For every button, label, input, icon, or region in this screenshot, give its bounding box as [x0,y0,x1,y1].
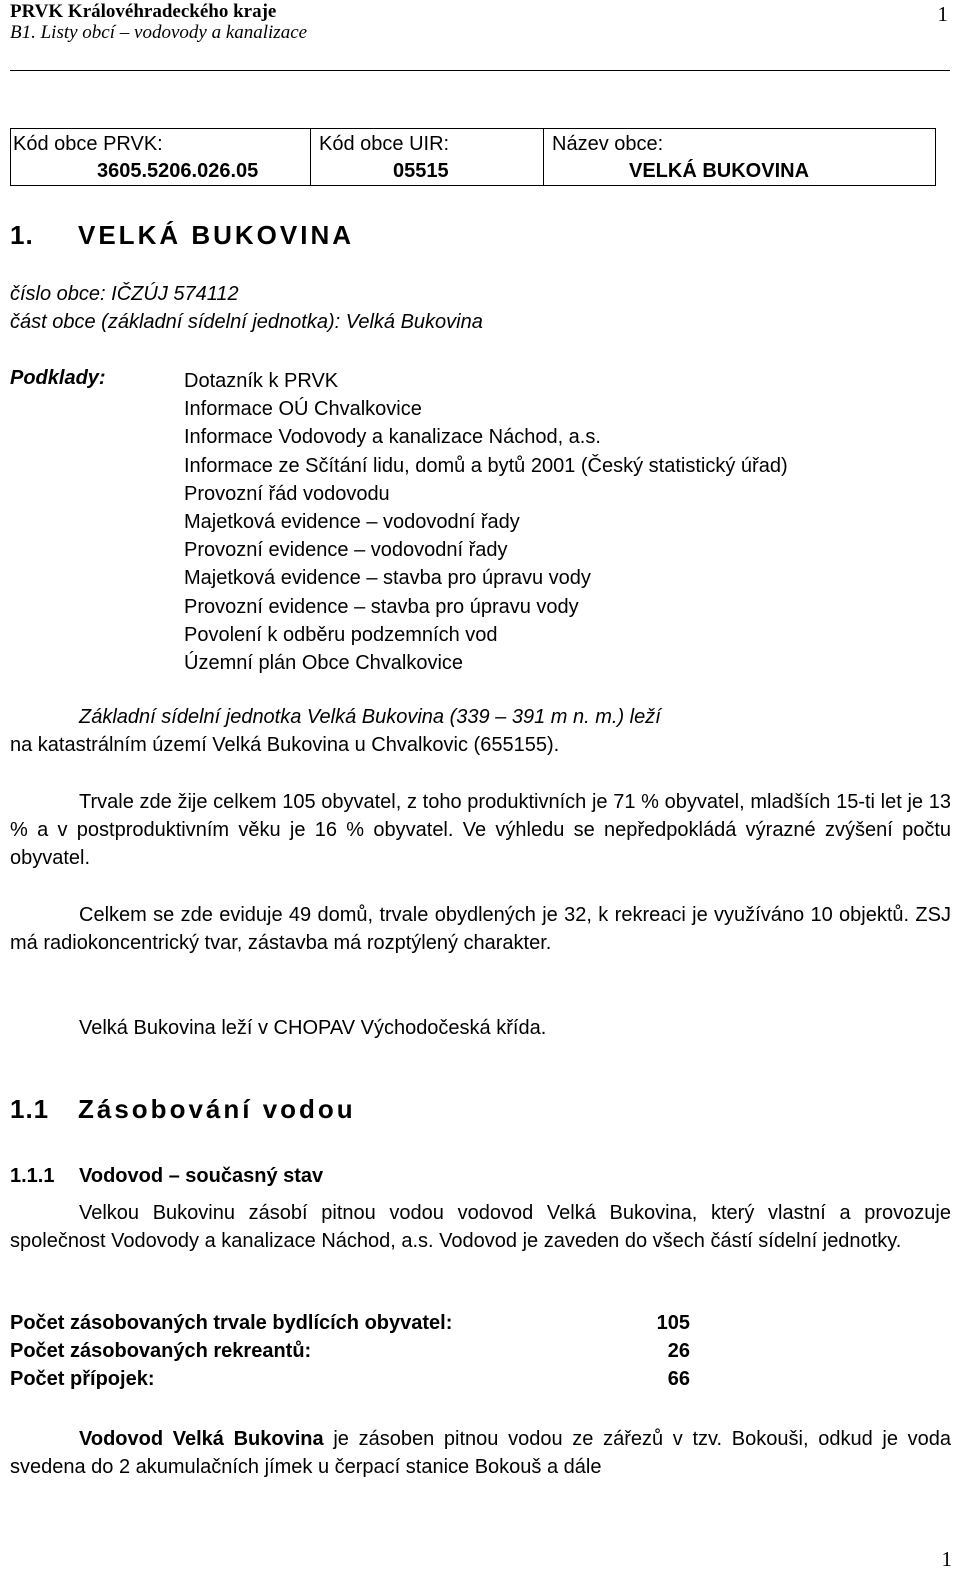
zsj-paragraph [10,703,951,731]
section-1-1-1-number: 1.1.1 [10,1165,55,1187]
municipality-number-label: číslo obce: [10,283,112,305]
municipality-number-line [10,283,239,306]
header-divider [10,70,950,71]
source-item: Majetková evidence – stavba pro úpravu vody [184,567,591,590]
section-1-heading [10,220,354,251]
municipality-part-value: Velká Bukovina [345,311,483,333]
section-1-1-number: 1.1 [10,1094,50,1124]
source-item: Provozní evidence – stavba pro úpravu vody [184,595,579,618]
municipality-name-value: VELKÁ BUKOVINA [629,160,810,182]
chopav-paragraph-text: Velká Bukovina leží v CHOPAV Východočeská křída. [79,1017,547,1039]
document-header-subtitle: B1. Listy obcí – vodovody a kanalizace [10,22,308,43]
source-item: Dotazník k PRVK [184,370,339,392]
stat-label: Počet přípojek: [10,1368,155,1390]
stat-value: 26 [667,1340,690,1362]
population-paragraph [10,788,951,873]
stat-value: 66 [667,1368,690,1390]
municipality-part-line [10,311,483,334]
section-1-title: VELKÁ BUKOVINA [78,220,355,250]
prvk-code-value: 3605.5206.026.05 [97,160,259,182]
stat-row-residents [10,1312,690,1335]
source-item: Povolení k odběru podzemních vod [184,623,498,646]
zsj-paragraph-continuation: na katastrálním území Velká Bukovina u Chvalkovic (655155). [10,734,560,756]
stat-label: Počet zásobovaných trvale bydlících obyvatel: [10,1312,453,1334]
population-paragraph-text: Trvale zde žije celkem 105 obyvatel, z toho produktivních je 71 % obyvatel, mladších 15-ti let je 13 % a v postproduktivním věku je 16 % obyvatel. Ve výhledu se nepředpokládá výrazné zvýšení počtu obyvatel. [10,791,951,870]
source-item: Informace Vodovody a kanalizace Náchod, a.s. [184,426,601,449]
sources-label: Podklady: [10,367,106,389]
source-item: Provozní řád vodovodu [184,482,390,505]
uir-code-cell [311,129,544,185]
page-number-bottom: 1 [941,1547,952,1571]
source-item: Provozní evidence – vodovodní řady [184,539,508,562]
water-supply-paragraph [10,1199,951,1255]
water-supply-paragraph-text: Velkou Bukovinu zásobí pitnou vodou vodovod Velká Bukovina, který vlastní a provozuje společnost Vodovody a kanalizace Náchod, a.s. Vodovod je zaveden do všech částí sídelní jednotky. [10,1202,951,1253]
source-item: Informace ze Sčítání lidu, domů a bytů 2001 (Český statistický úřad) [184,454,788,477]
section-1-number: 1. [10,220,34,250]
stat-row-connections [10,1368,690,1391]
uir-code-value: 05515 [393,160,449,182]
document-header-title: PRVK Královéhradeckého kraje [10,1,277,22]
uir-code-label: Kód obce UIR: [319,133,450,155]
sources-list [184,367,788,677]
houses-paragraph [10,901,951,957]
section-1-1-1-heading [10,1165,323,1188]
section-1-1-heading [10,1094,356,1125]
municipality-code-box [10,128,936,186]
municipality-part-label: část obce (základní sídelní jednotka): [10,311,346,333]
source-item: Informace OÚ Chvalkovice [184,398,422,421]
source-item: Územní plán Obce Chvalkovice [184,652,464,675]
water-source-text: je zásoben pitnou vodou ze zářezů v tzv. Bokouši, odkud je voda svedena do 2 akumulačních jímek u čerpací stanice Bokouš a dále [10,1428,952,1479]
section-1-1-title: Zásobování vodou [78,1094,356,1124]
stat-label: Počet zásobovaných rekreantů: [10,1340,312,1362]
source-item: Majetková evidence – vodovodní řady [184,511,520,534]
page-number-top: 1 [937,2,948,26]
stat-row-recreants [10,1340,690,1363]
section-1-1-1-title: Vodovod – současný stav [79,1165,324,1187]
chopav-paragraph [10,1014,951,1042]
water-source-paragraph [10,1425,951,1481]
municipality-name-cell [544,129,935,185]
prvk-code-cell [11,129,311,185]
houses-paragraph-text: Celkem se zde eviduje 49 domů, trvale obydlených je 32, k rekreaci je využíváno 10 objektů. ZSJ má radiokoncentrický tvar, zástavba má rozptýlený charakter. [10,904,951,955]
municipality-name-label: Název obce: [552,133,664,155]
prvk-code-label: Kód obce PRVK: [13,133,163,155]
municipality-number-value: IČZÚJ 574112 [111,283,239,305]
water-source-bold: Vodovod Velká Bukovina [79,1428,324,1450]
zsj-paragraph-italic: Základní sídelní jednotka Velká Bukovina (339 – 391 m n. m.) leží [79,706,661,728]
stat-value: 105 [656,1312,690,1334]
